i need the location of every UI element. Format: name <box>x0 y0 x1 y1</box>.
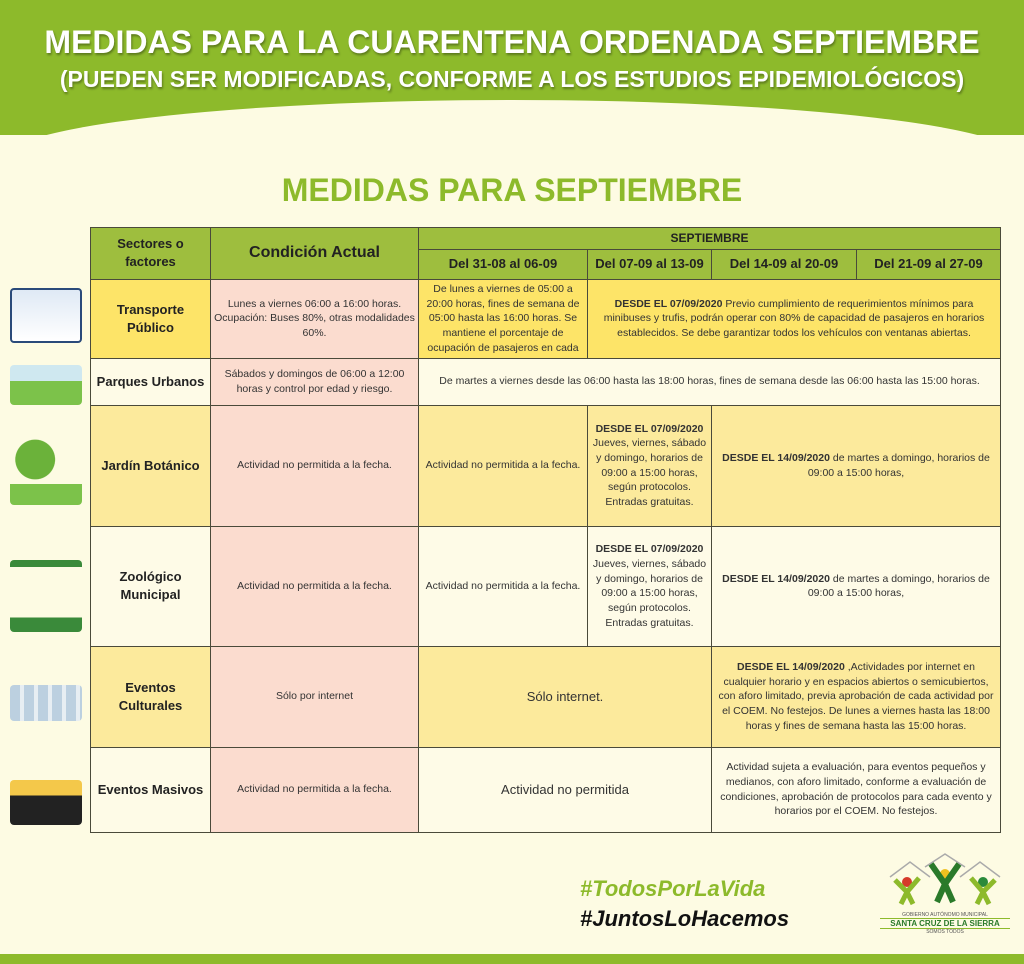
table-row <box>91 526 1001 646</box>
table-row <box>91 279 1001 358</box>
condition-cell: Actividad no permitida a la fecha. <box>211 526 419 646</box>
mass-events-icon <box>10 780 82 825</box>
table-row <box>91 358 1001 405</box>
date-label: DESDE EL 14/09/2020 <box>722 572 830 585</box>
sector-cell: Eventos Masivos <box>91 747 211 832</box>
municipal-logo <box>880 852 1010 942</box>
date-label: DESDE EL 07/09/2020 <box>595 422 704 435</box>
measure-text: Jueves, viernes, sábado y domingo, horarios de 09:00 a 15:00 horas, según protocolos. Entradas gratuitas. <box>592 557 707 629</box>
measures-table <box>90 227 1001 833</box>
header-sector: Sectores o factores <box>91 228 211 280</box>
week1-cell: De lunes a viernes de 05:00 a 20:00 horas, fines de semana de 05:00 hasta las 16:00 horas. Se mantiene el porcentaje de ocupación de pasajeros en cada <box>419 279 588 358</box>
weeks-3-4-cell: Actividad sujeta a evaluación, para eventos pequeños y medianos, con aforo limitado, conforme a evaluación de condiciones, aprobación de protocolos para cada evento y horarios por el COEM. No festejos. <box>712 747 1001 832</box>
logo-figures-icon <box>885 852 1005 907</box>
condition-cell: Actividad no permitida a la fecha. <box>211 405 419 526</box>
condition-cell: Actividad no permitida a la fecha. <box>211 747 419 832</box>
park-icon <box>10 365 82 405</box>
week2-cell <box>588 526 712 646</box>
week2-cell <box>588 405 712 526</box>
header-month: SEPTIEMBRE <box>419 228 1001 250</box>
date-label: DESDE EL 07/09/2020 <box>614 297 723 310</box>
weeks-3-4-cell <box>712 526 1001 646</box>
weeks-3-4-cell <box>712 646 1001 747</box>
sector-cell: Transporte Público <box>91 279 211 358</box>
sector-cell: Parques Urbanos <box>91 358 211 405</box>
table-row <box>91 646 1001 747</box>
bus-icon <box>10 288 82 343</box>
measure-text: Jueves, viernes, sábado y domingo, horarios de 09:00 a 15:00 horas, según protocolos. Entradas gratuitas. <box>592 437 707 509</box>
condition-cell: Sábados y domingos de 06:00 a 12:00 horas y control por edad y riesgo. <box>211 358 419 405</box>
weeks-2-4-cell <box>588 279 1001 358</box>
condition-cell: Sólo por internet <box>211 646 419 747</box>
sector-cell: Jardín Botánico <box>91 405 211 526</box>
weeks-1-2-cell: Sólo internet. <box>419 646 712 747</box>
footer-band <box>0 954 1024 964</box>
measure-text: Previo cumplimiento de requerimientos mínimos para minibuses y trufis, podrán operar con 80% de capacidad de pasajeros en horarios establecidos. Se debe garantizar todos los vehículos con ventanas abiertas. <box>603 297 985 340</box>
logo-line-3: SOMOS TODOS <box>926 929 964 935</box>
cultural-events-icon <box>10 685 82 721</box>
measure-text: de martes a domingo, horarios de 09:00 a 15:00 horas, <box>807 572 990 600</box>
hashtag-juntos-lo-hacemos: #JuntosLoHacemos <box>580 906 790 931</box>
measure-text: de martes a domingo, horarios de 09:00 a 15:00 horas, <box>807 452 990 479</box>
date-label: DESDE EL 14/09/2020 <box>737 661 845 674</box>
table-row <box>91 747 1001 832</box>
zoo-icon <box>10 560 82 632</box>
header-week-2: Del 07-09 al 13-09 <box>588 249 712 279</box>
logo-line-1: GOBIERNO AUTÓNOMO MUNICIPAL <box>902 912 988 918</box>
header-week-1: Del 31-08 al 06-09 <box>419 249 588 279</box>
weeks-3-4-cell <box>712 405 1001 526</box>
table-row <box>91 405 1001 526</box>
botanical-garden-icon <box>10 435 82 505</box>
header-week-4: Del 21-09 al 27-09 <box>857 249 1001 279</box>
main-subtitle: (PUEDEN SER MODIFICADAS, CONFORME A LOS ESTUDIOS EPIDEMIOLÓGICOS) <box>59 66 965 92</box>
section-title: MEDIDAS PARA SEPTIEMBRE <box>281 172 743 208</box>
header-condition: Condición Actual <box>211 228 419 280</box>
hashtag-todos-por-la-vida: #TodosPorLaVida <box>580 876 766 901</box>
weeks-1-2-cell: Actividad no permitida <box>419 747 712 832</box>
header-week-3: Del 14-09 al 20-09 <box>712 249 857 279</box>
sector-cell: Zoológico Municipal <box>91 526 211 646</box>
all-weeks-cell: De martes a viernes desde las 06:00 hasta las 18:00 horas, fines de semana desde las 06:00 hasta las 15:00 horas. <box>419 358 1001 405</box>
condition-cell: Lunes a viernes 06:00 a 16:00 horas. Ocupación: Buses 80%, otras modalidades 60%. <box>211 279 419 358</box>
date-label: DESDE EL 14/09/2020 <box>722 452 830 465</box>
week1-cell: Actividad no permitida a la fecha. <box>419 526 588 646</box>
logo-line-2: SANTA CRUZ DE LA SIERRA <box>880 918 1010 929</box>
main-title: MEDIDAS PARA LA CUARENTENA ORDENADA SEPTIEMBRE <box>44 24 980 60</box>
week1-cell: Actividad no permitida a la fecha. <box>419 405 588 526</box>
date-label: DESDE EL 07/09/2020 <box>595 543 704 556</box>
sector-cell: Eventos Culturales <box>91 646 211 747</box>
measure-text: ,Actividades por internet en cualquier horario y en espacios abiertos o semicubiertos, con aforo limitado, previa aprobación de cada actividad por el COEM. No festejos. De lunes a viernes hasta las 18:00 horas y fines de semana hasta las 15:00 horas. <box>718 661 994 732</box>
